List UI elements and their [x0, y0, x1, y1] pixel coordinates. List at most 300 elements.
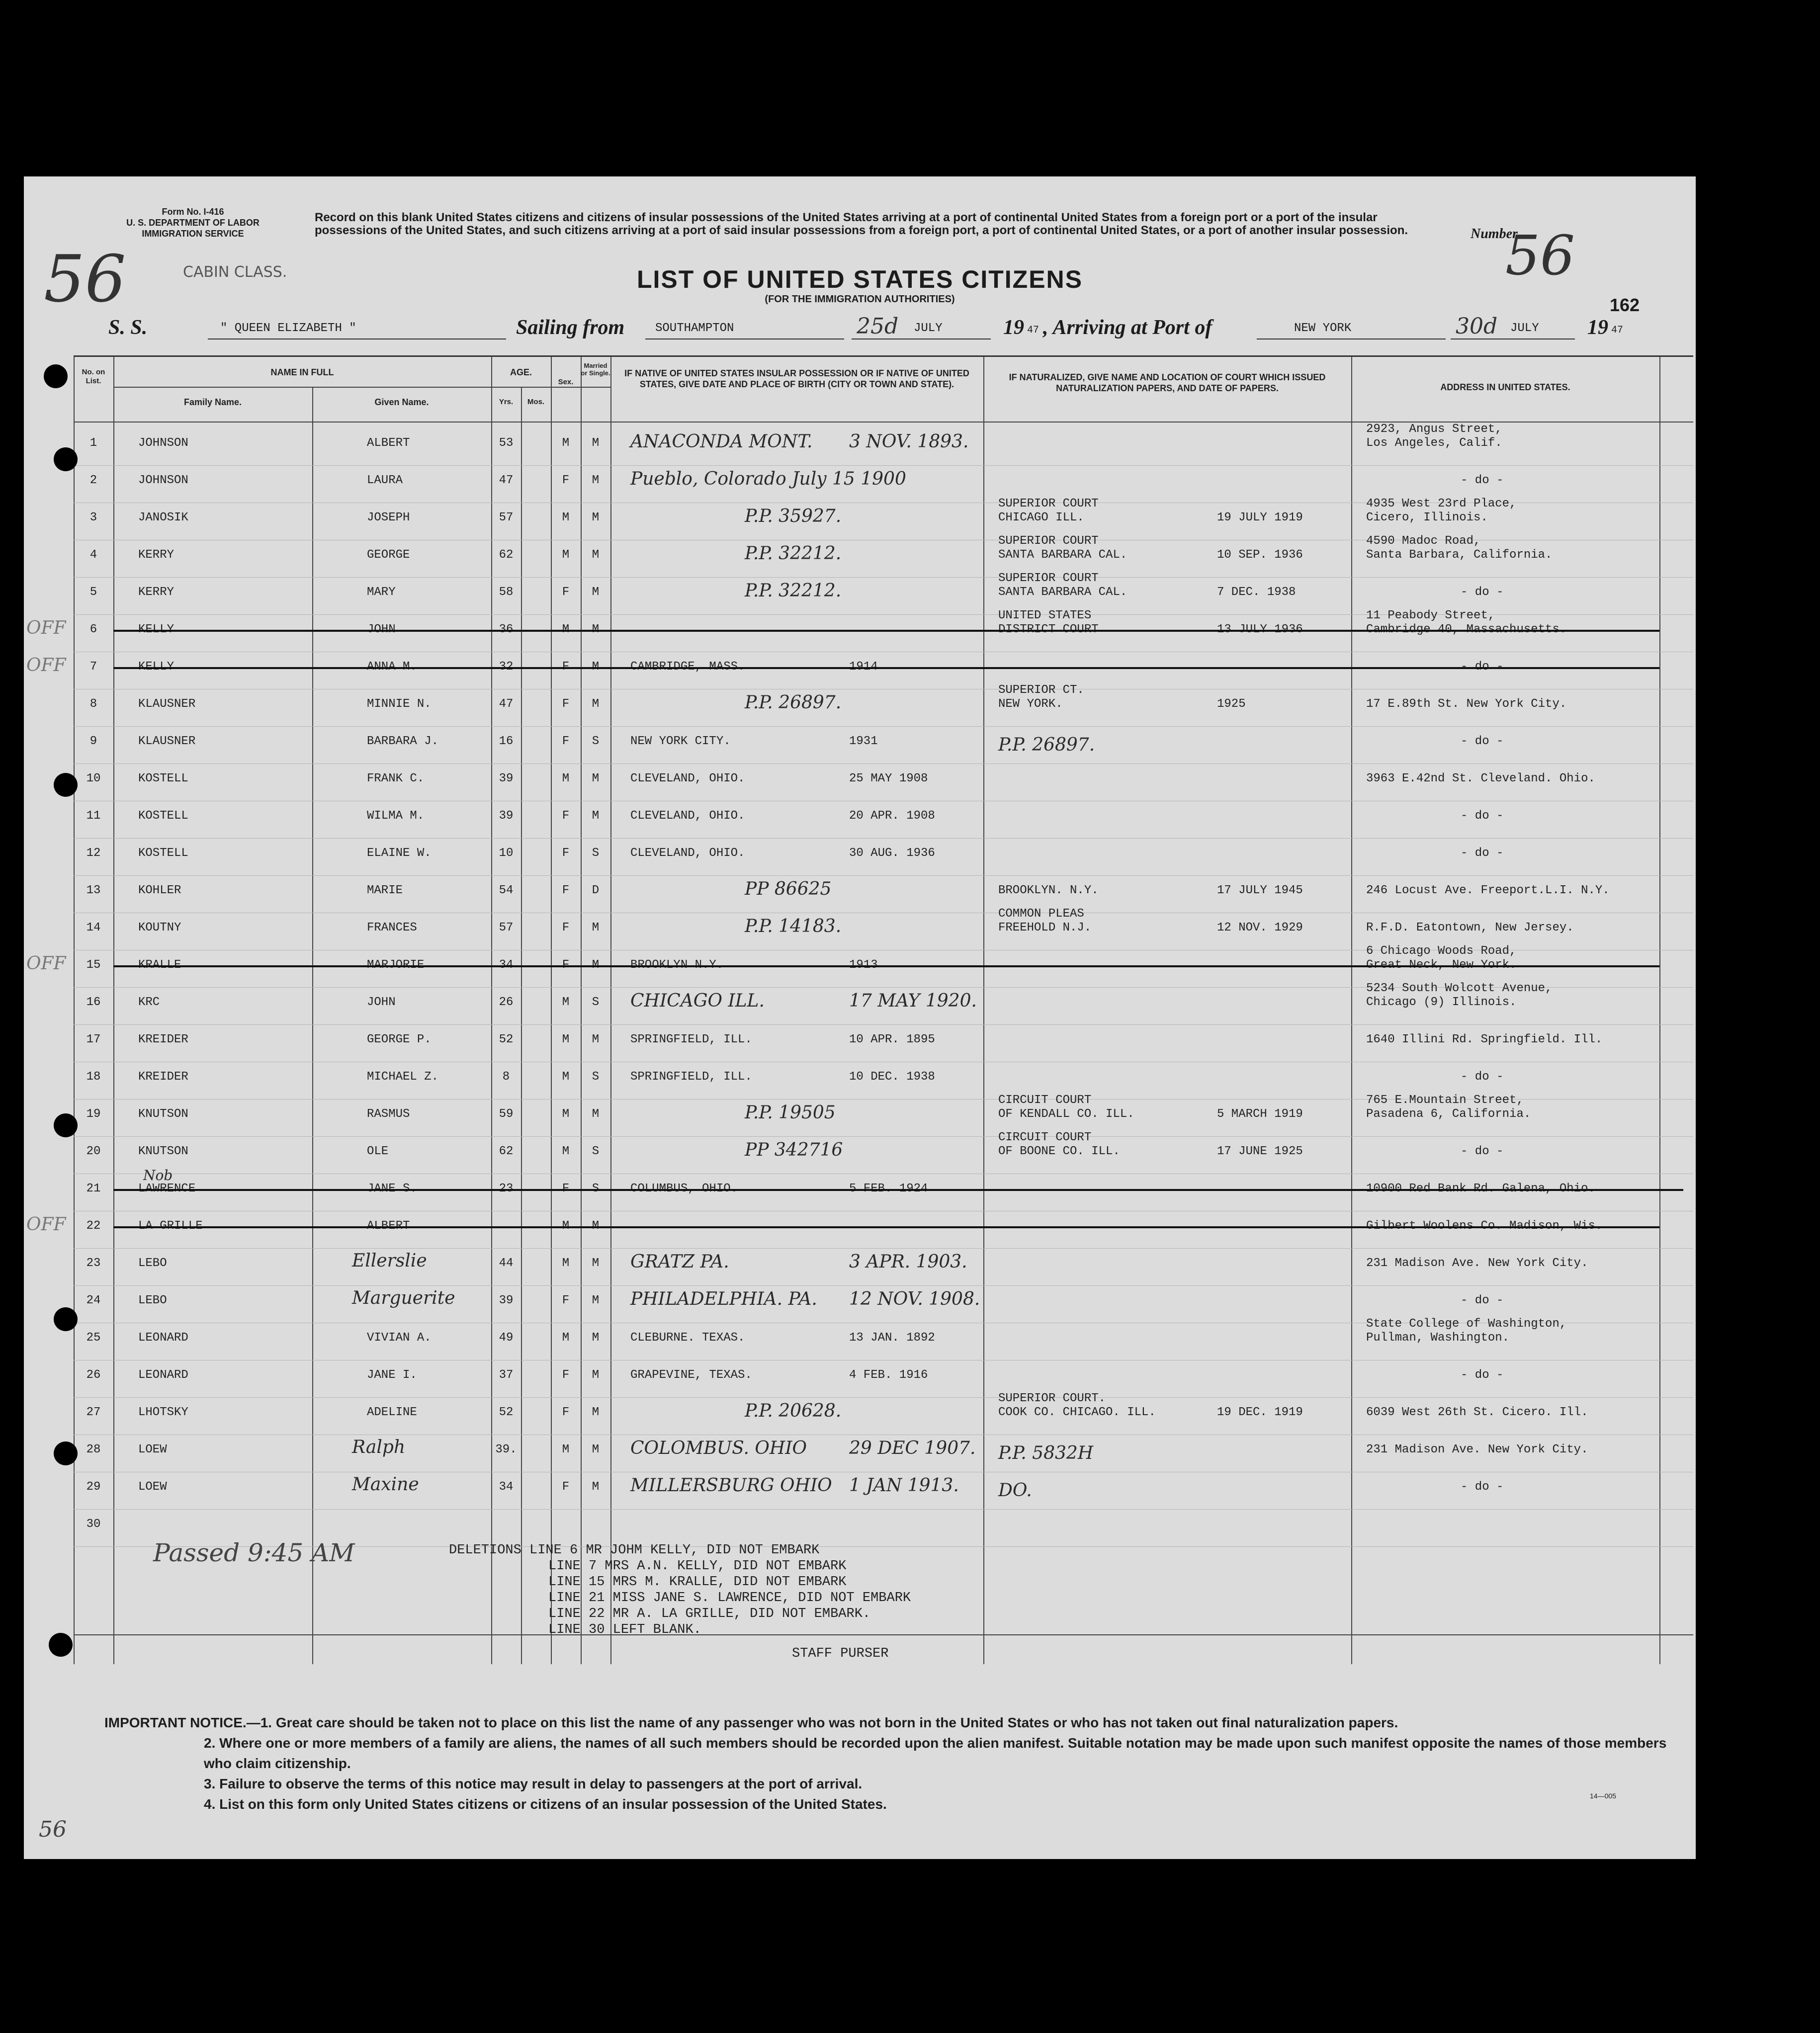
birth-place: PP 342716	[745, 1140, 843, 1160]
col-header-naturalized: IF NATURALIZED, GIVE NAME AND LOCATION OF COURT WHICH ISSUED NATURALIZATION PAPERS, AND DATE OF PAPERS.	[1009, 372, 1326, 393]
marital-status: M	[592, 1480, 600, 1494]
birth-place: CLEVELAND, OHIO.	[630, 772, 745, 785]
row-number: 14	[86, 921, 101, 934]
family-name: KOHLER	[138, 884, 181, 897]
family-name: KERRY	[138, 586, 174, 599]
marital-status: S	[592, 1145, 600, 1158]
marital-status: M	[592, 474, 600, 487]
punch-hole	[54, 773, 78, 797]
col-rule	[312, 387, 313, 1664]
row-number: 16	[86, 996, 101, 1009]
department-line: U. S. DEPARTMENT OF LABOR	[126, 218, 260, 228]
col-rule	[983, 357, 984, 1664]
row-number: 19	[86, 1107, 101, 1121]
notice-item: 3. Failure to observe the terms of this notice may result in delay to passengers at the port of arrival.	[204, 1776, 863, 1791]
given-name: BARBARA J.	[367, 735, 439, 748]
arrive-day: 30d	[1456, 314, 1498, 339]
marital-status: M	[592, 1107, 600, 1121]
row-rule	[74, 838, 1693, 839]
birth-date: 1931	[849, 735, 878, 748]
deletion-line: DELETIONS LINE 6 MR JOHM KELLY, DID NOT EMBARK	[449, 1543, 820, 1558]
given-name: OLE	[367, 1145, 389, 1158]
court-location: FREEHOLD N.J.	[998, 921, 1092, 934]
address-line-2: Pullman, Washington.	[1366, 1331, 1510, 1345]
birth-place: CLEVELAND, OHIO.	[630, 809, 745, 823]
birth-place: CLEVELAND, OHIO.	[630, 847, 745, 860]
age-years: 52	[499, 1033, 514, 1046]
address-line-1: 765 E.Mountain Street,	[1366, 1094, 1524, 1107]
given-name: Ellerslie	[352, 1251, 427, 1271]
inspector-note: Passed 9:45 AM	[153, 1538, 355, 1567]
marital-status: S	[592, 1070, 600, 1084]
row-rule	[74, 763, 1693, 764]
court-name: SUPERIOR COURT	[998, 534, 1099, 548]
birth-date: 12 NOV. 1908.	[849, 1289, 980, 1309]
given-name: MICHAEL Z.	[367, 1070, 439, 1084]
address-line-1: 3963 E.42nd St. Cleveland. Ohio.	[1366, 772, 1595, 785]
address-line-1: - do -	[1461, 1070, 1504, 1084]
marital-status: M	[592, 921, 600, 934]
form-number-line: Form No. I-416	[162, 207, 224, 217]
family-name: LOEW	[138, 1443, 167, 1456]
age-years: 62	[499, 1145, 514, 1158]
family-name: LAWRENCE	[138, 1182, 196, 1195]
address-line-1: Gilbert Woolens Co. Madison, Wis.	[1366, 1219, 1603, 1233]
row-number: 12	[86, 847, 101, 860]
col-rule	[491, 357, 492, 1664]
sex-value: F	[562, 1182, 570, 1195]
sex-value: M	[562, 1443, 570, 1456]
bottom-margin-number: 56	[39, 1817, 67, 1842]
family-name: KOSTELL	[138, 847, 188, 860]
sex-value: F	[562, 958, 570, 972]
birth-place: ANACONDA MONT.	[630, 431, 813, 452]
birth-place: CHICAGO ILL.	[630, 991, 765, 1011]
family-name: JOHNSON	[138, 474, 188, 487]
naturalization-date: 1925	[1217, 697, 1246, 711]
page-subtitle: (FOR THE IMMIGRATION AUTHORITIES)	[765, 294, 955, 305]
given-name: VIVIAN A.	[367, 1331, 432, 1345]
address-line-1: 4590 Madoc Road,	[1366, 534, 1481, 548]
sex-value: F	[562, 921, 570, 934]
arriving-label: , Arriving at Port of	[1043, 316, 1213, 339]
given-name: Ralph	[352, 1437, 406, 1457]
sex-value: M	[562, 436, 570, 450]
sex-value: F	[562, 735, 570, 748]
court-name: COMMON PLEAS	[998, 907, 1084, 921]
age-years: 39.	[495, 1443, 517, 1456]
address-line-2: Chicago (9) Illinois.	[1366, 996, 1517, 1009]
given-name: GEORGE	[367, 548, 410, 562]
birth-date: 17 MAY 1920.	[849, 991, 977, 1011]
naturalization-date: 17 JUNE 1925	[1217, 1145, 1303, 1158]
birth-place: CAMBRIDGE, MASS.	[630, 660, 745, 674]
court-name: P.P. 5832H	[998, 1443, 1094, 1463]
family-name: LOEW	[138, 1480, 167, 1494]
arrival-port: NEW YORK	[1294, 322, 1352, 335]
given-name: LAURA	[367, 474, 403, 487]
col-rule	[1659, 357, 1660, 1664]
family-name: LEBO	[138, 1294, 167, 1307]
row-rule	[74, 875, 1693, 876]
given-name: JOSEPH	[367, 511, 410, 524]
page-stamp: 162	[1610, 295, 1640, 315]
address-line-1: 11 Peabody Street,	[1366, 609, 1495, 622]
purser-signature: STAFF PURSER	[792, 1646, 889, 1661]
deletion-line: LINE 22 MR A. LA GRILLE, DID NOT EMBARK.	[548, 1607, 871, 1621]
manifest-sheet	[24, 176, 1696, 1859]
given-name: Marguerite	[352, 1288, 455, 1308]
depart-day: 25d	[857, 314, 899, 339]
age-years: 53	[499, 436, 514, 450]
birth-place: P.P. 32212.	[745, 543, 842, 564]
sex-value: M	[562, 1219, 570, 1233]
sex-value: F	[562, 1406, 570, 1419]
col-rule	[521, 387, 522, 1664]
row-number: 1	[89, 436, 97, 450]
row-rule	[74, 577, 1693, 578]
address-line-1: 246 Locust Ave. Freeport.L.I. N.Y.	[1366, 884, 1610, 897]
naturalization-date: 10 SEP. 1936	[1217, 548, 1303, 562]
given-name: ELAINE W.	[367, 847, 432, 860]
sex-value: M	[562, 1331, 570, 1345]
col-header-birth: IF NATIVE OF UNITED STATES INSULAR POSSESSION OR IF NATIVE OF UNITED STATES, GIVE DATE AND PLACE OF BIRTH (CITY OR TOWN AND STATE).	[624, 368, 969, 389]
margin-list-number: 56	[44, 241, 126, 317]
family-name: LEONARD	[138, 1368, 188, 1382]
row-rule	[74, 1509, 1693, 1510]
age-years: 16	[499, 735, 514, 748]
deletion-line: LINE 15 MRS M. KRALLE, DID NOT EMBARK	[548, 1575, 847, 1590]
row-rule	[74, 1136, 1693, 1137]
off-annotation: OFF	[26, 1214, 66, 1235]
row-number: 4	[89, 548, 97, 562]
naturalization-date: 7 DEC. 1938	[1217, 586, 1296, 599]
row-number: 13	[86, 884, 101, 897]
age-years: 36	[499, 623, 514, 636]
address-line-1: R.F.D. Eatontown, New Jersey.	[1366, 921, 1574, 934]
punch-hole	[54, 447, 78, 471]
row-rule	[74, 1285, 1693, 1286]
birth-place: CLEBURNE. TEXAS.	[630, 1331, 745, 1345]
col-header-sex: Sex.	[558, 378, 574, 386]
birth-place: P.P. 14183.	[745, 916, 842, 936]
family-name: KOSTELL	[138, 809, 188, 823]
sex-value: F	[562, 1368, 570, 1382]
birth-place: GRATZ PA.	[630, 1252, 729, 1272]
marital-status: M	[592, 623, 600, 636]
age-years: 47	[499, 474, 514, 487]
deletions-block	[449, 1542, 911, 1638]
row-number: 2	[89, 474, 97, 487]
sex-value: F	[562, 809, 570, 823]
court-name: P.P. 26897.	[998, 735, 1095, 755]
depart-year-suffix: 47	[1027, 325, 1040, 336]
sex-value: F	[562, 660, 570, 674]
form-number-block	[74, 206, 312, 239]
deletion-line: LINE 21 MISS JANE S. LAWRENCE, DID NOT EMBARK	[548, 1591, 911, 1606]
marital-status: S	[592, 1182, 600, 1195]
marital-status: M	[592, 548, 600, 562]
birth-place: Pueblo, Colorado July 15 1900	[630, 469, 906, 489]
address-line-2: Santa Barbara, California.	[1366, 548, 1553, 562]
sailing-port: SOUTHAMPTON	[655, 322, 734, 335]
family-name: JOHNSON	[138, 436, 188, 450]
age-years: 58	[499, 586, 514, 599]
naturalization-date: 5 MARCH 1919	[1217, 1107, 1303, 1121]
notice-item: 4. List on this form only United States citizens or citizens of an insular possession of the United States.	[204, 1796, 887, 1812]
sailing-label: Sailing from	[516, 316, 625, 339]
col-header-no: No. on List.	[82, 368, 105, 385]
header-subrule	[113, 387, 610, 388]
birth-date: 3 NOV. 1893.	[849, 431, 969, 452]
row-number: 26	[86, 1368, 101, 1382]
col-header-yrs: Yrs.	[499, 398, 514, 406]
arrive-year-suffix: 47	[1611, 325, 1624, 336]
row-number: 11	[86, 809, 101, 823]
age-years: 37	[499, 1368, 514, 1382]
sex-value: M	[562, 548, 570, 562]
row-number: 22	[86, 1219, 101, 1233]
service-line: IMMIGRATION SERVICE	[142, 229, 244, 239]
punch-hole	[49, 1633, 73, 1657]
given-name: ALBERT	[367, 1219, 410, 1233]
birth-place: SPRINGFIELD, ILL.	[630, 1070, 752, 1084]
age-years: 39	[499, 1294, 514, 1307]
birth-place: PP 86625	[745, 879, 832, 899]
col-header-address: ADDRESS IN UNITED STATES.	[1440, 382, 1570, 392]
given-name: WILMA M.	[367, 809, 425, 823]
family-name: KNUTSON	[138, 1145, 188, 1158]
strikethrough-line	[113, 965, 1659, 967]
given-name: FRANK C.	[367, 772, 425, 785]
marital-status: M	[592, 772, 600, 785]
family-name: KNUTSON	[138, 1107, 188, 1121]
marital-status: M	[592, 809, 600, 823]
address-line-1: - do -	[1461, 1145, 1504, 1158]
row-number: 30	[86, 1518, 101, 1531]
given-name: JOHN	[367, 623, 396, 636]
family-name: KELLY	[138, 623, 174, 636]
marital-status: M	[592, 586, 600, 599]
address-line-1: - do -	[1461, 735, 1504, 748]
row-number: 5	[89, 586, 97, 599]
age-years: 32	[499, 660, 514, 674]
family-name: KELLY	[138, 660, 174, 674]
given-name: MARIE	[367, 884, 403, 897]
address-line-1: 6 Chicago Woods Road,	[1366, 944, 1517, 958]
address-line-1: 10900 Red Bank Rd. Galena, Ohio.	[1366, 1182, 1595, 1195]
sex-value: M	[562, 1257, 570, 1270]
birth-place: COLOMBUS. OHIO	[630, 1438, 807, 1458]
depart-year-prefix: 19	[1003, 316, 1024, 339]
sex-value: M	[562, 1033, 570, 1046]
age-years: 23	[499, 1182, 514, 1195]
given-name: MARY	[367, 586, 396, 599]
punch-hole	[54, 1113, 78, 1137]
given-name: RASMUS	[367, 1107, 410, 1121]
strikethrough-line	[113, 1189, 1683, 1191]
off-annotation: OFF	[26, 953, 66, 974]
birth-place: P.P. 26897.	[745, 692, 842, 713]
birth-place: MILLERSBURG OHIO	[630, 1475, 832, 1496]
col-rule	[113, 357, 114, 1664]
given-name: MARJORIE	[367, 958, 425, 972]
naturalization-date: 17 JULY 1945	[1217, 884, 1303, 897]
deletion-line: LINE 30 LEFT BLANK.	[548, 1622, 701, 1637]
court-name: SUPERIOR COURT	[998, 572, 1099, 585]
row-number: 7	[89, 660, 97, 674]
given-name: JANE I.	[367, 1368, 417, 1382]
family-name: LEONARD	[138, 1331, 188, 1345]
sex-value: M	[562, 623, 570, 636]
birth-place: BROOKLYN N.Y.	[630, 958, 724, 972]
given-name: FRANCES	[367, 921, 417, 934]
age-years: 34	[499, 958, 514, 972]
ship-name: " QUEEN ELIZABETH "	[220, 322, 356, 335]
birth-date: 30 AUG. 1936	[849, 847, 935, 860]
sex-value: M	[562, 1107, 570, 1121]
notice-item: IMPORTANT NOTICE.—1. Great care should be taken not to place on this list the name of any passenger who was not born in the United States or who has not taken out final naturalization papers.	[104, 1715, 1398, 1730]
marital-status: M	[592, 660, 600, 674]
address-line-1: - do -	[1461, 1368, 1504, 1382]
address-line-1: 231 Madison Ave. New York City.	[1366, 1257, 1588, 1270]
address-line-2: Great Neck, New York.	[1366, 958, 1517, 972]
number-label: Number	[1471, 226, 1518, 242]
address-line-2: Cambridge 40, Massachusetts.	[1366, 623, 1567, 636]
birth-date: 4 FEB. 1916	[849, 1368, 928, 1382]
birth-place: P.P. 20628.	[745, 1401, 842, 1421]
age-years: 49	[499, 1331, 514, 1345]
marital-status: M	[592, 1219, 600, 1233]
strikethrough-line	[113, 630, 1659, 632]
given-name: Maxine	[352, 1474, 419, 1495]
form-code: 14—005	[1590, 1792, 1616, 1800]
row-number: 27	[86, 1406, 101, 1419]
given-name: MINNIE N.	[367, 697, 432, 711]
row-number: 24	[86, 1294, 101, 1307]
row-number: 10	[86, 772, 101, 785]
court-location: SANTA BARBARA CAL.	[998, 548, 1127, 562]
ss-label: S. S.	[108, 316, 148, 339]
age-years: 57	[499, 511, 514, 524]
address-line-1: - do -	[1461, 1480, 1504, 1494]
birth-place: COLUMBUS, OHIO.	[630, 1182, 738, 1195]
family-name: KOSTELL	[138, 772, 188, 785]
row-number: 25	[86, 1331, 101, 1345]
row-rule	[74, 726, 1693, 727]
marital-status: S	[592, 735, 600, 748]
birth-date: 25 MAY 1908	[849, 772, 928, 785]
important-notice	[104, 1712, 1670, 1814]
col-header-family: Family Name.	[183, 397, 242, 407]
age-years: 59	[499, 1107, 514, 1121]
sex-value: F	[562, 1294, 570, 1307]
col-header-age: AGE.	[510, 367, 532, 377]
address-line-1: - do -	[1461, 586, 1504, 599]
age-years: 52	[499, 1406, 514, 1419]
birth-place: GRAPEVINE, TEXAS.	[630, 1368, 752, 1382]
sex-value: M	[562, 1070, 570, 1084]
page-title: LIST OF UNITED STATES CITIZENS	[636, 265, 1083, 293]
given-name: JOHN	[367, 996, 396, 1009]
family-name: KRALLE	[138, 958, 181, 972]
marital-status: M	[592, 1368, 600, 1382]
list-number: 56	[1505, 224, 1575, 287]
address-line-2: Cicero, Illinois.	[1366, 511, 1488, 524]
marital-status: D	[592, 884, 600, 897]
address-line-1: 2923, Angus Street,	[1366, 423, 1502, 436]
family-name: LHOTSKY	[138, 1406, 188, 1419]
row-rule	[74, 465, 1693, 466]
given-name: ALBERT	[367, 436, 410, 450]
row-number: 17	[86, 1033, 101, 1046]
off-annotation: OFF	[26, 655, 66, 676]
family-name: JANOSIK	[138, 511, 188, 524]
marital-status: M	[592, 436, 600, 450]
row-number: 8	[89, 697, 97, 711]
marital-status: M	[592, 697, 600, 711]
birth-place: P.P. 32212.	[745, 581, 842, 601]
family-name: KOUTNY	[138, 921, 181, 934]
sex-value: M	[562, 1145, 570, 1158]
address-line-1: - do -	[1461, 660, 1504, 674]
marital-status: S	[592, 996, 600, 1009]
address-line-2: Los Angeles, Calif.	[1366, 436, 1502, 450]
court-location: SANTA BARBARA CAL.	[998, 586, 1127, 599]
address-line-1: State College of Washington,	[1366, 1317, 1567, 1331]
col-rule	[610, 357, 611, 1664]
age-years: 44	[499, 1257, 514, 1270]
age-years: 39	[499, 809, 514, 823]
court-name: CIRCUIT COURT	[998, 1131, 1092, 1144]
marital-status: M	[592, 1331, 600, 1345]
age-years: 62	[499, 548, 514, 562]
given-name: ADELINE	[367, 1406, 417, 1419]
address-line-1: 1640 Illini Rd. Springfield. Ill.	[1366, 1033, 1603, 1046]
court-name: SUPERIOR COURT.	[998, 1392, 1106, 1405]
given-name: JANE S.	[367, 1182, 417, 1195]
court-location: CHICAGO ILL.	[998, 511, 1084, 524]
birth-place: NEW YORK CITY.	[630, 735, 731, 748]
court-name: UNITED STATES	[998, 609, 1092, 622]
sex-value: F	[562, 697, 570, 711]
family-name: KLAUSNER	[138, 735, 196, 748]
court-name: DO.	[998, 1480, 1032, 1501]
marital-status: M	[592, 1033, 600, 1046]
sex-value: M	[562, 996, 570, 1009]
marital-status: M	[592, 1294, 600, 1307]
naturalization-date: 19 JULY 1919	[1217, 511, 1303, 524]
age-years: 8	[502, 1070, 510, 1084]
cabin-class-note: CABIN CLASS.	[183, 263, 287, 281]
naturalization-date: 12 NOV. 1929	[1217, 921, 1303, 934]
address-line-1: 6039 West 26th St. Cicero. Ill.	[1366, 1406, 1588, 1419]
arrive-year-prefix: 19	[1587, 316, 1608, 339]
sex-value: F	[562, 586, 570, 599]
row-number: 21	[86, 1182, 101, 1195]
court-name: SUPERIOR COURT	[998, 497, 1099, 510]
strikethrough-line	[113, 667, 1659, 669]
birth-place: P.P. 35927.	[745, 506, 842, 526]
row-number: 28	[86, 1443, 101, 1456]
age-years: 34	[499, 1480, 514, 1494]
address-line-1: 17 E.89th St. New York City.	[1366, 697, 1567, 711]
row-number: 29	[86, 1480, 101, 1494]
punch-hole	[44, 364, 68, 388]
court-location: DISTRICT COURT	[998, 623, 1099, 636]
court-name: SUPERIOR CT.	[998, 683, 1084, 697]
col-header-name: NAME IN FULL	[270, 367, 334, 377]
